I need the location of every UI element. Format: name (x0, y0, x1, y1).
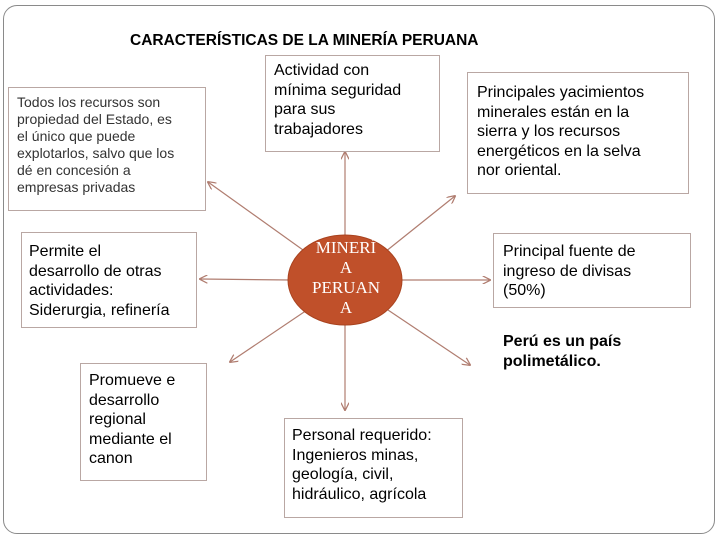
box-yacimientos-text: Principales yacimientos minerales están en la sierra y los recursos energéticos en la selva nor oriental. (477, 84, 645, 180)
box-yacimientos (467, 72, 689, 194)
connector-polimetalico (385, 308, 470, 365)
box-divisas-text: Principal fuente de ingreso de divisas (50%) (503, 243, 636, 300)
box-divisas (493, 233, 691, 308)
text-polimetalico: Perú es un país polimetálico. (503, 333, 622, 370)
connector-desarrollo (200, 279, 290, 280)
box-personal (284, 418, 463, 518)
box-desarrollo (21, 232, 197, 328)
box-seguridad-text: Actividad con mínima seguridad para sus trabajadores (274, 62, 402, 138)
box-seguridad (265, 55, 440, 152)
box-propiedad-text: Todos los recursos son propiedad del Estado, es el único que puede explotarlos, salvo que los dé en concesión a empresas privadas (17, 94, 175, 196)
page-title: CARACTERÍSTICAS DE LA MINERÍA PERUANA (130, 32, 479, 49)
hub-label: MINERÍ A PERUAN A (311, 238, 380, 317)
box-desarrollo-text: Permite el desarrollo de otras actividades: Siderurgia, refinería (29, 243, 170, 319)
box-propiedad (8, 87, 206, 211)
box-canon-text: Promueve e desarrollo regional mediante el canon (89, 372, 176, 468)
box-personal-text: Personal requerido: Ingenieros minas, geología, civil, hidráulico, agrícola (292, 427, 432, 503)
connector-propiedad (208, 182, 310, 255)
box-canon (80, 363, 207, 481)
